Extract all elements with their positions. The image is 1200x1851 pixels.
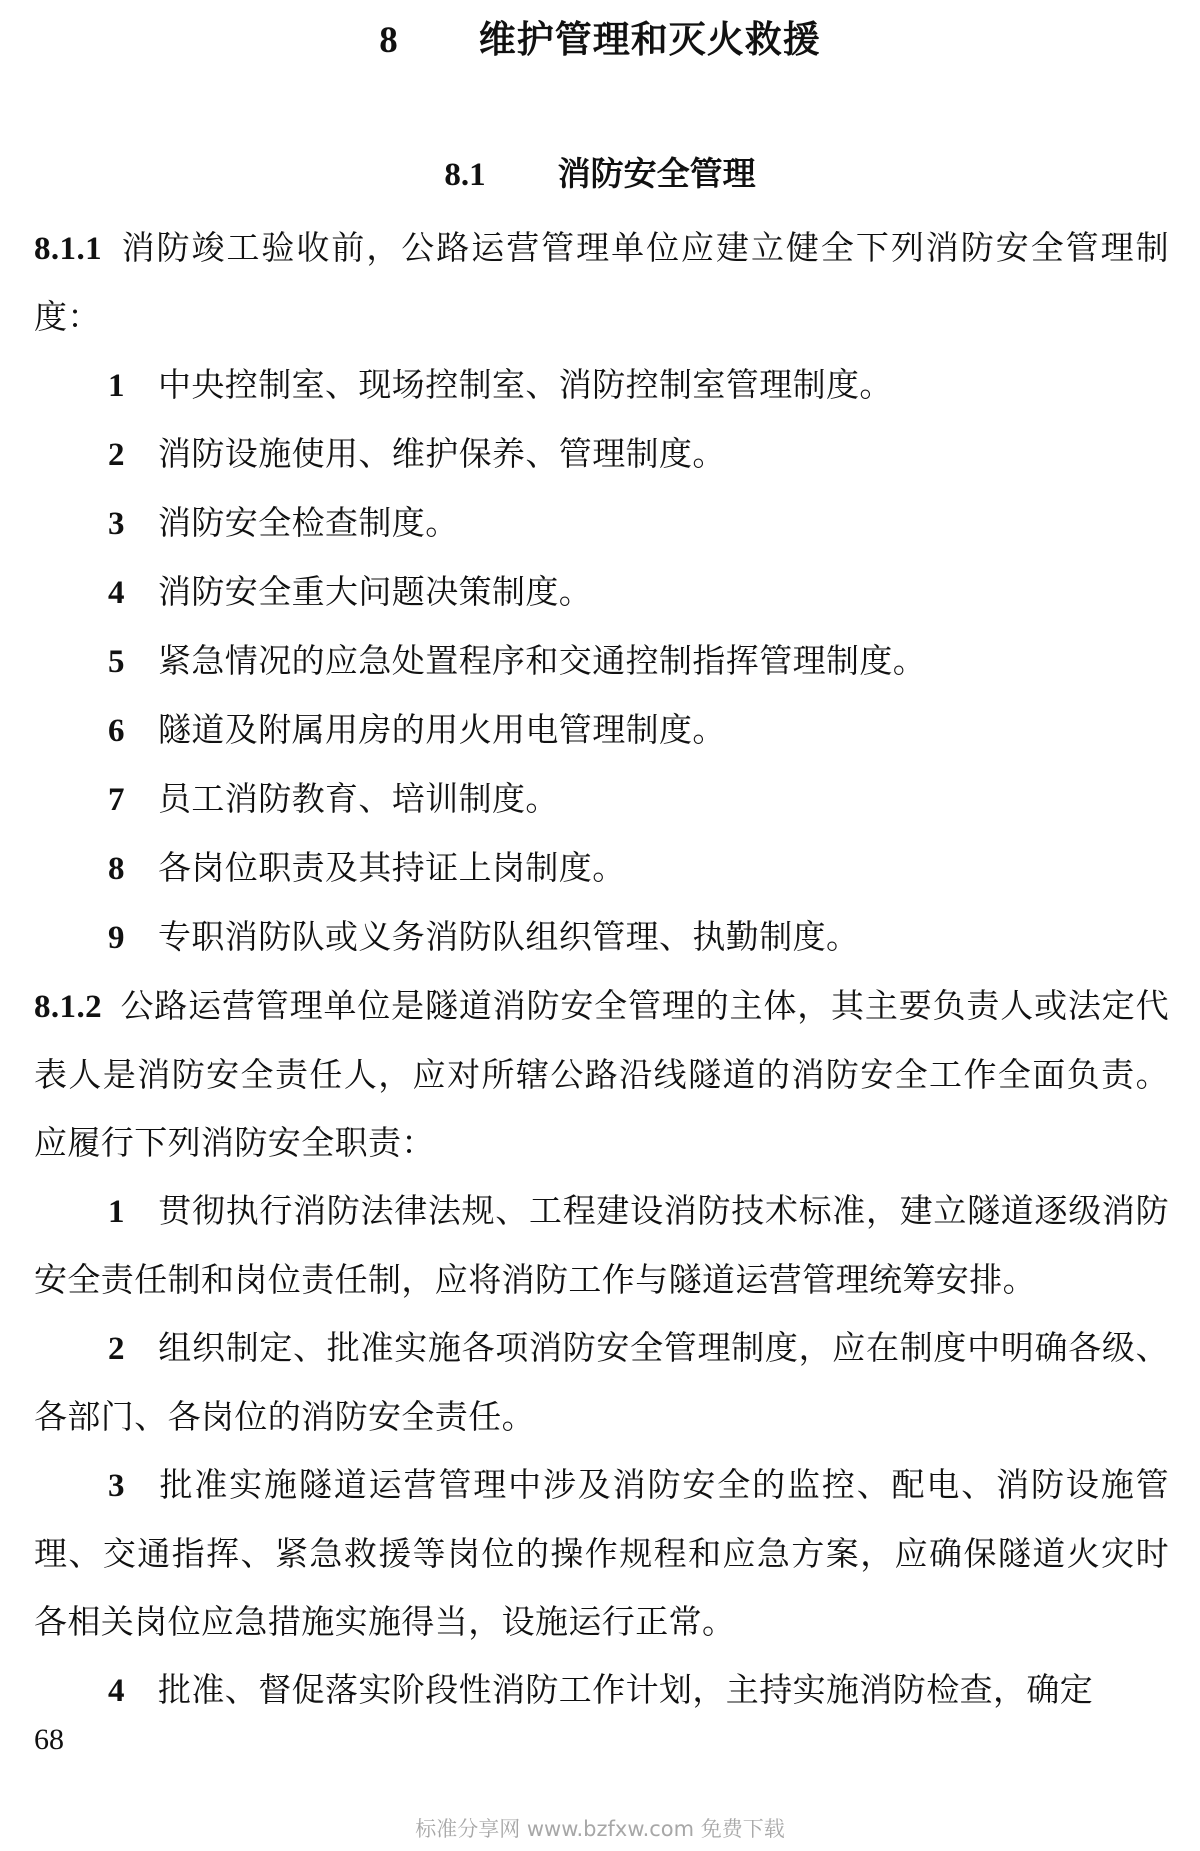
- list-item-text: 消防安全重大问题决策制度。: [158, 572, 593, 611]
- list-item-text: 组织制定、批准实施各项消防安全管理制度，应在制度中明确各级、各部门、各岗位的消防安全责任。: [34, 1328, 1169, 1436]
- list-item-number: 8: [108, 851, 125, 887]
- chapter-title-text: 维护管理和灭火救援: [478, 18, 821, 61]
- list-item-text: 隧道及附属用房的用火用电管理制度。: [158, 710, 726, 749]
- list-item-text: 消防安全检查制度。: [158, 503, 459, 542]
- list-item: [34, 903, 1169, 972]
- page-number: 68: [34, 1723, 64, 1756]
- list-item-text: 员工消防教育、培训制度。: [158, 779, 559, 818]
- list-item: [34, 627, 1169, 696]
- list-item: [34, 765, 1169, 834]
- list-item-number: 6: [108, 713, 125, 749]
- list-item-number: 4: [108, 1673, 125, 1709]
- clause-text: 公路运营管理单位是隧道消防安全管理的主体，其主要负责人或法定代表人是消防安全责任人，应对所辖公路沿线隧道的消防安全工作全面负责。应履行下列消防安全职责：: [34, 986, 1169, 1162]
- list-item: [34, 696, 1169, 765]
- list-item-number: 9: [108, 920, 125, 956]
- clause-number: 8.1.2: [34, 989, 102, 1025]
- chapter-number: 8: [379, 20, 399, 61]
- paragraph-item: [34, 1314, 1169, 1451]
- list-item-number: 5: [108, 644, 125, 680]
- clause-8-1-1: [34, 214, 1169, 351]
- clause-number: 8.1.1: [34, 231, 102, 267]
- clause-8-1-2: [34, 972, 1169, 1177]
- section-number: 8.1: [444, 157, 486, 193]
- clause-text: 消防竣工验收前，公路运营管理单位应建立健全下列消防安全管理制度：: [34, 228, 1169, 336]
- list-item: [34, 351, 1169, 420]
- list-item-text: 消防设施使用、维护保养、管理制度。: [158, 434, 726, 473]
- list-item-number: 3: [108, 506, 125, 542]
- list-item: [34, 489, 1169, 558]
- list-item-number: 3: [108, 1468, 125, 1504]
- list-item-number: 1: [108, 368, 125, 404]
- list-item-text: 各岗位职责及其持证上岗制度。: [158, 848, 626, 887]
- list-item: [34, 420, 1169, 489]
- section-title-text: 消防安全管理: [557, 154, 756, 193]
- document-body: [34, 214, 1169, 1725]
- paragraph-item: [34, 1656, 1169, 1725]
- list-item-number: 7: [108, 782, 125, 818]
- list-item-text: 专职消防队或义务消防队组织管理、执勤制度。: [158, 917, 860, 956]
- list-item-number: 2: [108, 437, 125, 473]
- list-item-text: 紧急情况的应急处置程序和交通控制指挥管理制度。: [158, 641, 927, 680]
- list-item-text: 贯彻执行消防法律法规、工程建设消防技术标准，建立隧道逐级消防安全责任制和岗位责任制，应将消防工作与隧道运营管理统筹安排。: [34, 1191, 1169, 1299]
- list-item-number: 1: [108, 1194, 125, 1230]
- section-title: [0, 146, 1200, 203]
- watermark-text: 标准分享网 www.bzfxw.com 免费下载: [415, 1817, 785, 1841]
- list-item-number: 2: [108, 1331, 125, 1367]
- list-item: [34, 834, 1169, 903]
- list-item: [34, 558, 1169, 627]
- list-item-text: 批准实施隧道运营管理中涉及消防安全的监控、配电、消防设施管理、交通指挥、紧急救援等岗位的操作规程和应急方案，应确保隧道火灾时各相关岗位应急措施实施得当，设施运行正常。: [34, 1465, 1169, 1641]
- paragraph-item: [34, 1177, 1169, 1314]
- chapter-title: [0, 10, 1200, 71]
- list-item-text: 中央控制室、现场控制室、消防控制室管理制度。: [158, 365, 893, 404]
- list-item-number: 4: [108, 575, 125, 611]
- paragraph-item: [34, 1451, 1169, 1656]
- list-item-text: 批准、督促落实阶段性消防工作计划，主持实施消防检查，确定: [158, 1670, 1094, 1709]
